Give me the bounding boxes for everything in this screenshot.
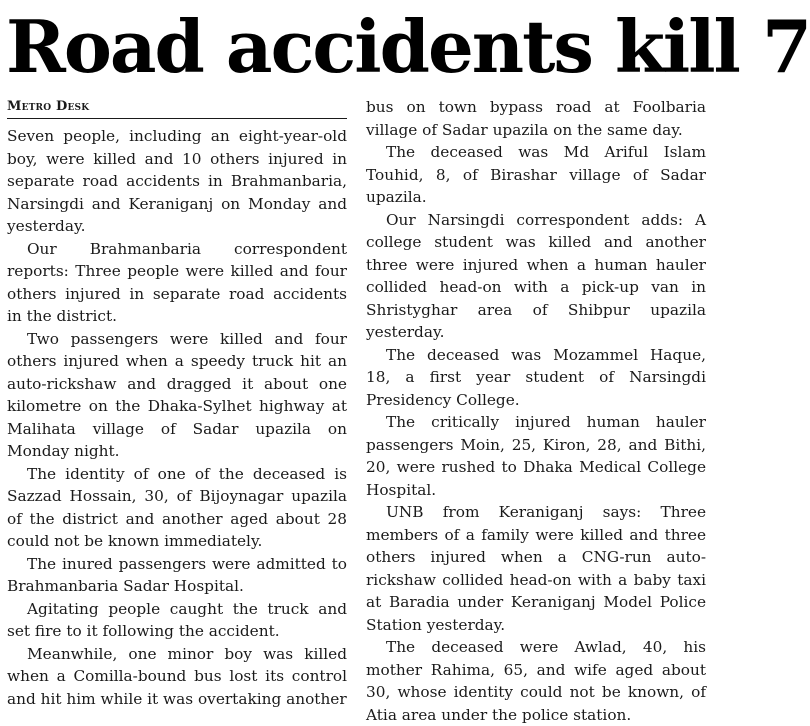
paragraph: Agitating people caught the truck and set fire to it following the accident. [7,599,347,640]
paragraph-continued: bus on town bypass road at Foolbaria village of Sadar upazila on the same day. [366,98,706,139]
paragraph: The deceased was Mozammel Haque, 18, a first year student of Narsingdi Presidency College. [366,345,706,409]
paragraph: Meanwhile, one minor boy was killed when a Comilla-bound bus lost its control and hit him while it was overtaking another [7,644,347,708]
byline-rule [7,118,347,119]
paragraph: UNB from Keraniganj says: Three members of a family were killed and three others injured when a CNG-run auto-rickshaw collided head-on with a baby taxi at Baradia under Keraniganj Model Police Station yesterday. [366,503,706,634]
paragraph: The critically injured human hauler passengers Moin, 25, Kiron, 28, and Bithi, 20, were rushed to Dhaka Medical College Hospital. [366,413,706,499]
paragraph: Two passengers were killed and four others injured when a speedy truck hit an auto-rickshaw and dragged it about one kilometre on the Dhaka-Sylhet highway at Malihata village of Sadar upazila on Monday night. [7,329,347,460]
byline: Metro Desk [7,99,90,114]
paragraph: The inured passengers were admitted to Brahmanbaria Sadar Hospital. [7,554,347,595]
paragraph: Our Brahmanbaria correspondent reports: Three people were killed and four others injured in separate road accidents in the district. [7,239,347,325]
paragraph: Seven people, including an eight-year-old boy, were killed and 10 others injured in separate road accidents in Brahmanbaria, Narsingdi and Keraniganj on Monday and yesterday. [7,127,347,235]
left-column [7,96,347,710]
paragraph: The deceased was Md Ariful Islam Touhid, 8, of Birashar village of Sadar upazila. [366,143,706,206]
paragraph: Our Narsingdi correspondent adds: A college student was killed and another three were injured when a human hauler collided head-on with a pick-up van in Shristyghar area of Shibpur upazila yesterday. [366,210,706,341]
paragraph: The deceased were Awlad, 40, his mother Rahima, 65, and wife aged about 30, whose identity could not be known, of Atia area under the police station. [366,638,706,724]
headline: Road accidents kill 7 [6,4,810,89]
right-column [366,96,706,726]
paragraph: The identity of one of the deceased is Sazzad Hossain, 30, of Bijoynagar upazila of the district and another aged about 28 could not be known immediately. [7,464,347,550]
